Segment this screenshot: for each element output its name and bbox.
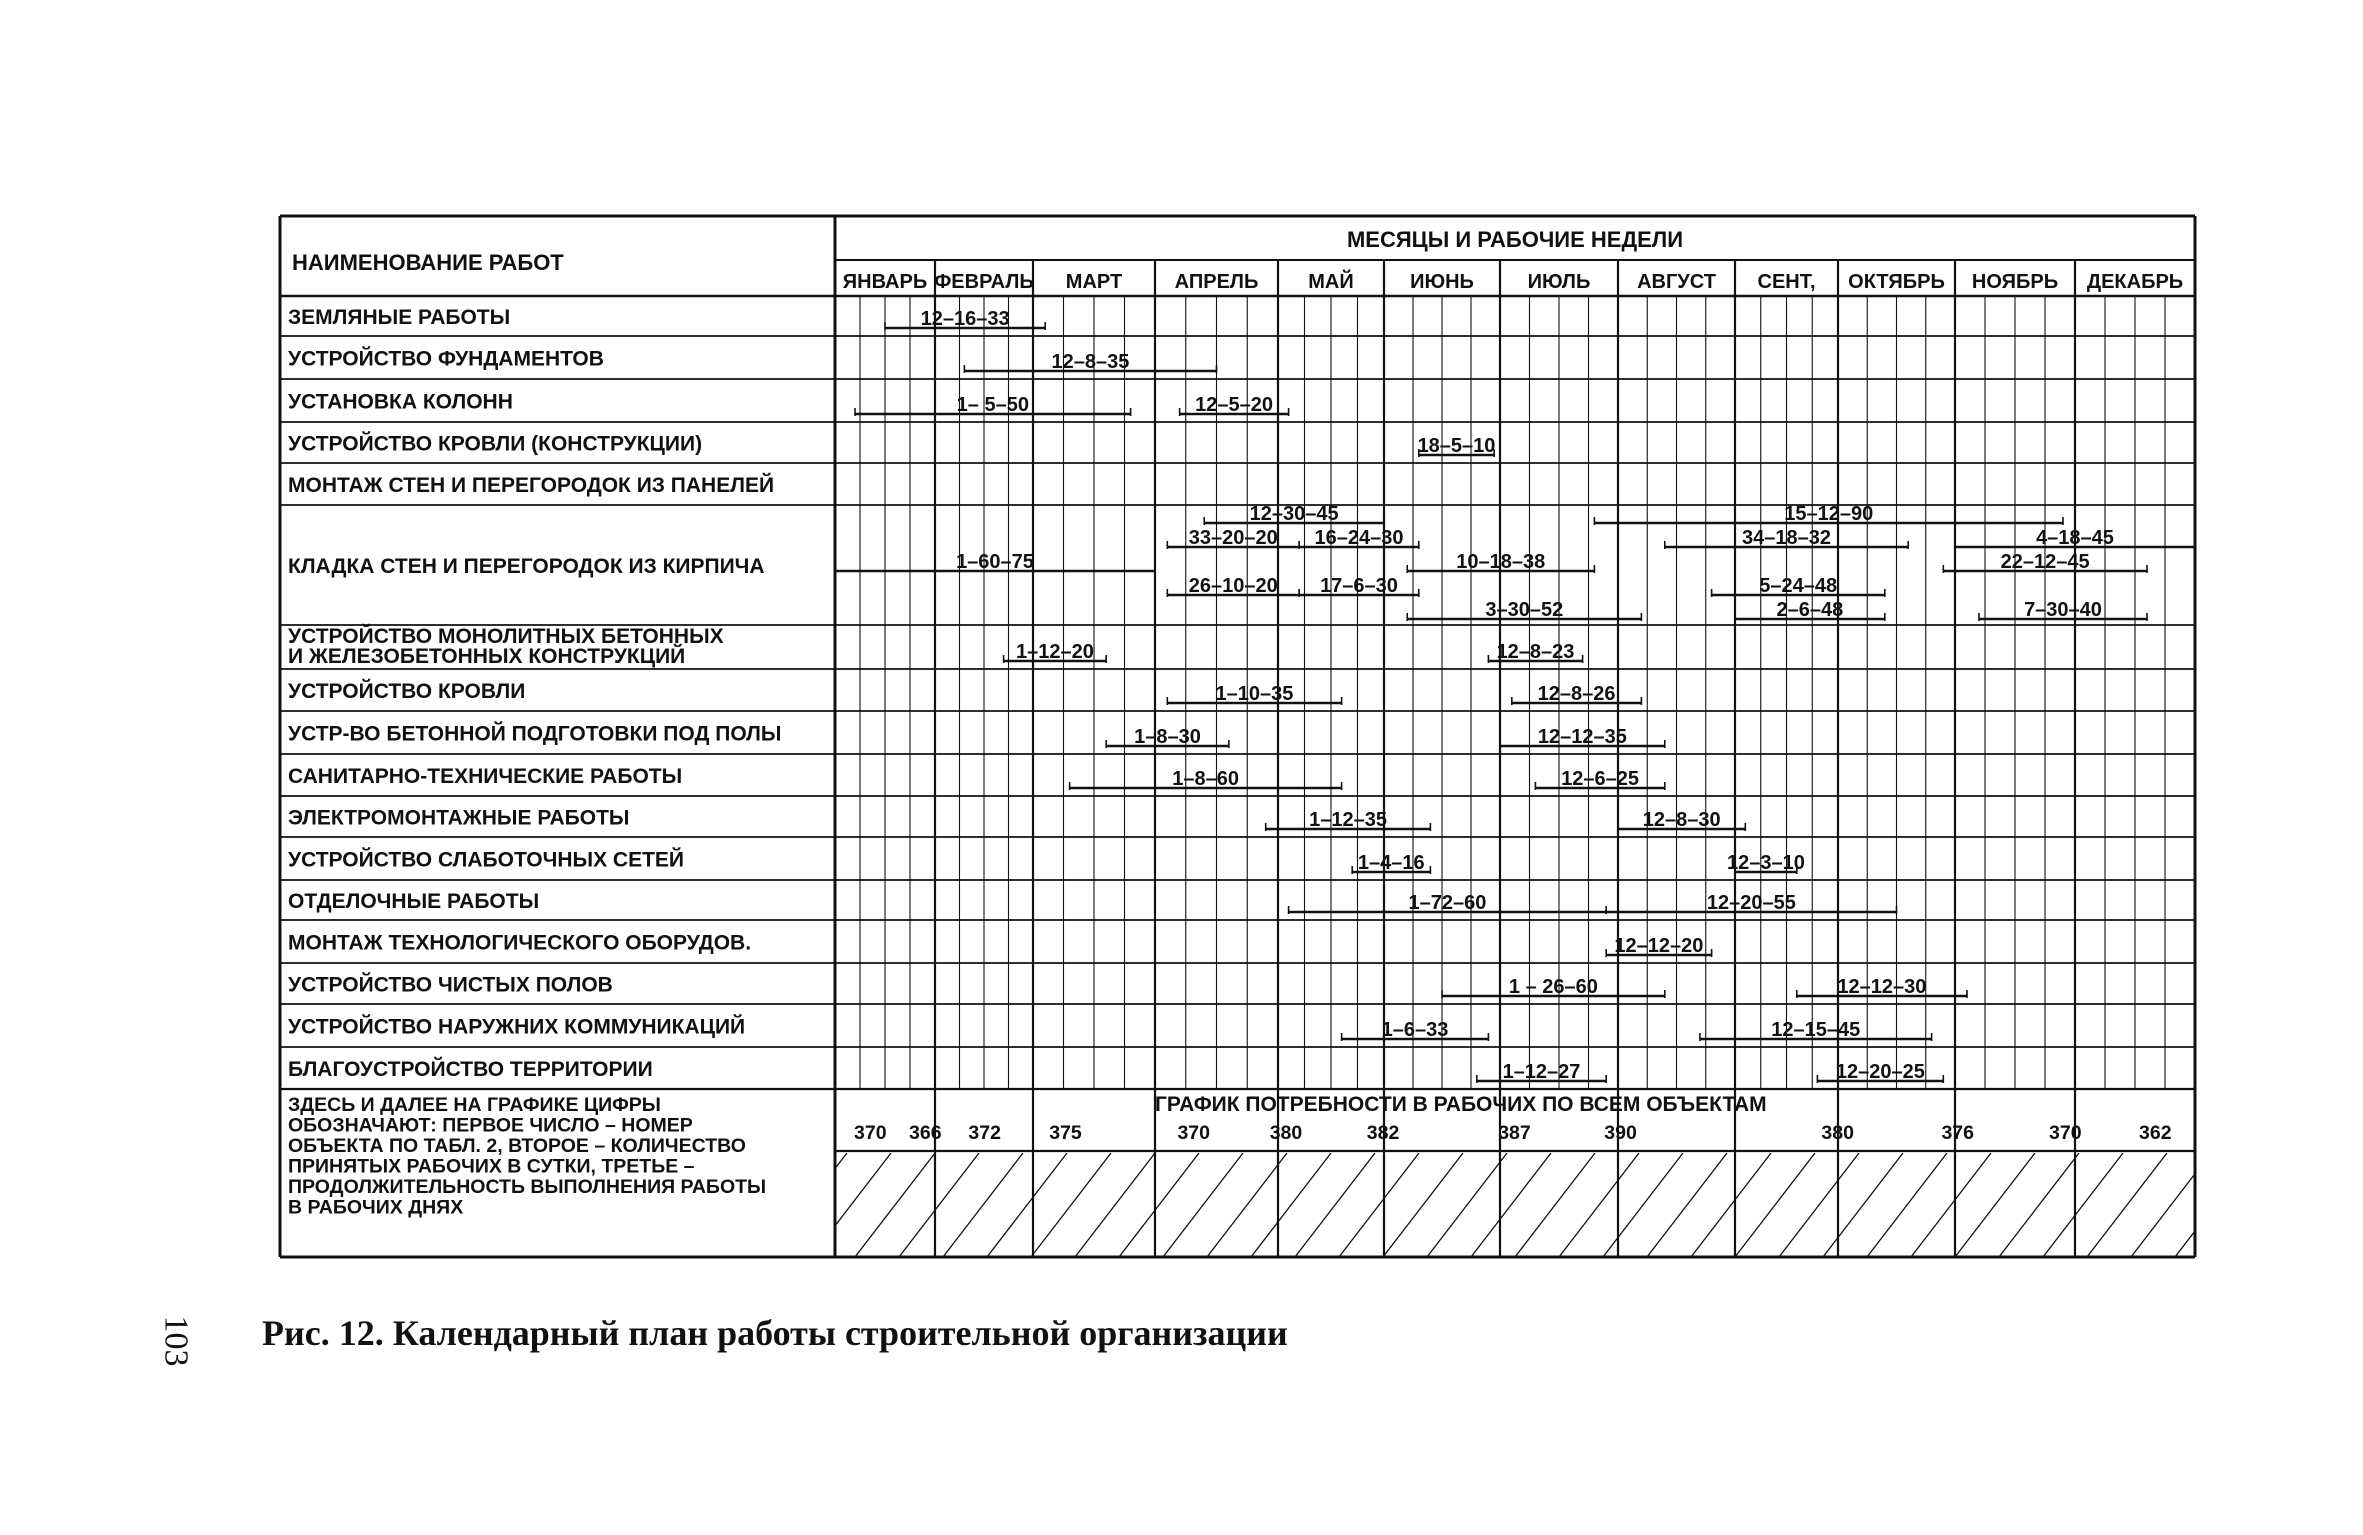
hatch-line [1911, 1153, 1991, 1257]
work-name: БЛАГОУСТРОЙСТВО ТЕРРИТОРИИ [288, 1058, 653, 1081]
hatch-line [2043, 1153, 2123, 1257]
work-name: ОТДЕЛОЧНЫЕ РАБОТЫ [288, 890, 540, 913]
workforce-value: 382 [1366, 1122, 1400, 1144]
work-name: САНИТАРНО-ТЕХНИЧЕСКИЕ РАБОТЫ [288, 765, 683, 788]
work-name: МОНТАЖ ТЕХНОЛОГИЧЕСКОГО ОБОРУДОВ. [288, 931, 752, 955]
hatch-line [1075, 1153, 1155, 1257]
task-label: 1 – 26–60 [1508, 976, 1598, 998]
task-label: 12–6–25 [1561, 768, 1640, 790]
page-number: 103 [157, 1315, 195, 1367]
hatch-line [2087, 1153, 2167, 1257]
work-name: И ЖЕЛЕЗОБЕТОННЫХ КОНСТРУКЦИЙ [288, 645, 686, 668]
task-label: 12–8–30 [1642, 809, 1721, 831]
hatch-line [2131, 1153, 2211, 1257]
task-label: 1–10–35 [1215, 683, 1294, 705]
month-label: ДЕКАБРЬ [2086, 271, 2184, 293]
work-name: УСТРОЙСТВО НАРУЖНИХ КОММУНИКАЦИЙ [288, 1015, 746, 1039]
task-label: 34–18–32 [1742, 527, 1831, 549]
legend-note: ПРИНЯТЫХ РАБОЧИХ В СУТКИ, ТРЕТЬЕ – [288, 1155, 695, 1178]
legend-note: ЗДЕСЬ И ДАЛЕЕ НА ГРАФИКЕ ЦИФРЫ [288, 1094, 661, 1116]
workforce-value: 380 [1269, 1122, 1303, 1144]
legend-note: ОБОЗНАЧАЮТ: ПЕРВОЕ ЧИСЛО – НОМЕР [288, 1114, 693, 1137]
task-label: 3–30–52 [1485, 599, 1564, 621]
figure-caption: Рис. 12. Календарный план работы строительной организации [262, 1313, 1288, 1353]
task-label: 17–6–30 [1320, 575, 1398, 597]
legend-note: ПРОДОЛЖИТЕЛЬНОСТЬ ВЫПОЛНЕНИЯ РАБОТЫ [288, 1176, 767, 1198]
workforce-value: 366 [909, 1122, 942, 1144]
task-label: 12–8–26 [1537, 683, 1616, 705]
task-label: 12–8–23 [1496, 641, 1575, 663]
task-label: 1– 5–50 [956, 394, 1029, 416]
month-label: МАЙ [1308, 271, 1354, 293]
work-name: УСТРОЙСТВО ЧИСТЫХ ПОЛОВ [288, 973, 613, 997]
hatch-line [1515, 1153, 1595, 1257]
task-label: 12–5–20 [1195, 394, 1274, 416]
month-label: АПРЕЛЬ [1174, 271, 1259, 293]
task-label: 33–20–20 [1188, 527, 1278, 549]
work-name: УСТРОЙСТВО КРОВЛИ (КОНСТРУКЦИИ) [288, 432, 703, 456]
work-name: МОНТАЖ СТЕН И ПЕРЕГОРОДОК ИЗ ПАНЕЛЕЙ [288, 474, 775, 497]
hatch-line [723, 1153, 803, 1257]
task-label: 12–30–45 [1249, 503, 1339, 525]
task-label: 15–12–90 [1784, 503, 1874, 525]
workforce-value: 362 [2139, 1122, 2172, 1144]
task-label: 1–8–30 [1134, 726, 1201, 748]
hatch-line [1735, 1153, 1815, 1257]
hatch-line [1427, 1153, 1507, 1257]
hatch-line [987, 1153, 1067, 1257]
hatch-line [1647, 1153, 1727, 1257]
task-label: 22–12–45 [2000, 551, 2090, 573]
task-label: 26–10–20 [1188, 575, 1278, 597]
workforce-value: 370 [1177, 1122, 1210, 1144]
legend-note: В РАБОЧИХ ДНЯХ [288, 1196, 464, 1219]
month-label: ФЕВРАЛЬ [934, 271, 1034, 293]
task-label: 1–6–33 [1381, 1019, 1449, 1041]
task-label: 12–20–55 [1706, 892, 1796, 914]
month-label: СЕНТ, [1757, 271, 1816, 293]
header-months-label: МЕСЯЦЫ И РАБОЧИЕ НЕДЕЛИ [1346, 227, 1684, 252]
task-label: 4–18–45 [2036, 527, 2114, 549]
hatch-line [1779, 1153, 1859, 1257]
task-label: 12–12–20 [1614, 935, 1704, 957]
header-work-label: НАИМЕНОВАНИЕ РАБОТ [292, 250, 564, 275]
workforce-value: 390 [1604, 1122, 1637, 1144]
workforce-value: 370 [854, 1122, 887, 1144]
month-label: ИЮНЬ [1410, 271, 1474, 293]
task-label: 10–18–38 [1456, 551, 1546, 573]
month-label: АВГУСТ [1637, 271, 1716, 293]
hatch-line [2263, 1153, 2343, 1257]
month-label: НОЯБРЬ [1971, 271, 2059, 293]
hatch-line [2219, 1153, 2299, 1257]
hatch-line [1471, 1153, 1551, 1257]
work-name: ЭЛЕКТРОМОНТАЖНЫЕ РАБОТЫ [288, 806, 630, 830]
task-label: 12–3–10 [1726, 852, 1805, 874]
hatch-line [1955, 1153, 2035, 1257]
task-label: 12–12–30 [1837, 976, 1927, 998]
task-label: 7–30–40 [2024, 599, 2102, 621]
hatch-line [1559, 1153, 1639, 1257]
work-name: УСТАНОВКА КОЛОНН [288, 390, 513, 414]
hatch-line [1295, 1153, 1375, 1257]
month-label: МАРТ [1065, 271, 1123, 293]
work-name: ЗЕМЛЯНЫЕ РАБОТЫ [288, 306, 511, 329]
task-bars [835, 308, 2195, 1083]
workforce-value: 376 [1941, 1122, 1974, 1144]
workforce-value: 375 [1049, 1122, 1082, 1144]
hatch-line [899, 1153, 979, 1257]
hatch-line [1383, 1153, 1463, 1257]
task-label: 1–4–16 [1357, 852, 1425, 874]
work-name: УСТРОЙСТВО СЛАБОТОЧНЫХ СЕТЕЙ [288, 848, 685, 872]
hatch-line [2351, 1153, 2363, 1257]
task-label: 16–24–30 [1314, 527, 1404, 549]
work-name: УСТРОЙСТВО МОНОЛИТНЫХ БЕТОННЫХ [288, 625, 724, 648]
hatch-line [943, 1153, 1023, 1257]
hatch-line [1251, 1153, 1331, 1257]
task-label: 12–16–33 [920, 308, 1010, 330]
task-label: 18–5–10 [1417, 435, 1496, 457]
hatch-line [1823, 1153, 1903, 1257]
task-label: 12–12–35 [1537, 726, 1627, 748]
work-name: КЛАДКА СТЕН И ПЕРЕГОРОДОК ИЗ КИРПИЧА [288, 555, 765, 578]
workforce-value: 380 [1821, 1122, 1854, 1144]
work-name: УСТР-ВО БЕТОННОЙ ПОДГОТОВКИ ПОД ПОЛЫ [288, 722, 782, 746]
task-label: 2–6–48 [1776, 599, 1844, 621]
task-label: 1–12–35 [1309, 809, 1387, 831]
hatch-line [1031, 1153, 1111, 1257]
work-name: УСТРОЙСТВО КРОВЛИ [288, 680, 526, 703]
task-label: 1–12–27 [1502, 1061, 1581, 1083]
task-label: 5–24–48 [1759, 575, 1838, 597]
workforce-value: 387 [1498, 1122, 1531, 1144]
month-label: ИЮЛЬ [1527, 271, 1591, 293]
hatch-line [2307, 1153, 2363, 1257]
legend-note: ОБЪЕКТА ПО ТАБЛ. 2, ВТОРОЕ – КОЛИЧЕСТВО [288, 1135, 746, 1157]
hatch-line [811, 1153, 891, 1257]
month-label: ОКТЯБРЬ [1848, 271, 1945, 293]
task-label: 1–60–75 [956, 551, 1034, 573]
workforce-title: ГРАФИК ПОТРЕБНОСТИ В РАБОЧИХ ПО ВСЕМ ОБЪЕКТАМ [1155, 1093, 1767, 1116]
work-name: УСТРОЙСТВО ФУНДАМЕНТОВ [288, 347, 604, 371]
workforce-value: 370 [2049, 1122, 2082, 1144]
hatch-line [1339, 1153, 1419, 1257]
task-label: 12–8–35 [1051, 351, 1130, 373]
task-label: 12–15–45 [1771, 1019, 1861, 1041]
hatch-line [1999, 1153, 2079, 1257]
hatch-line [2175, 1153, 2255, 1257]
hatch-line [1163, 1153, 1243, 1257]
task-label: 1–12–20 [1015, 641, 1094, 663]
hatch-line [855, 1153, 935, 1257]
hatch-line [1603, 1153, 1683, 1257]
task-label: 12–20–25 [1835, 1061, 1925, 1083]
task-label: 1–8–60 [1172, 768, 1239, 790]
hatch-line [1207, 1153, 1287, 1257]
workforce-value: 372 [968, 1122, 1001, 1144]
hatch-line [1691, 1153, 1771, 1257]
month-label: ЯНВАРЬ [842, 271, 928, 293]
hatch-line [1119, 1153, 1199, 1257]
hatch-line [1867, 1153, 1947, 1257]
task-label: 1–72–60 [1408, 892, 1487, 914]
